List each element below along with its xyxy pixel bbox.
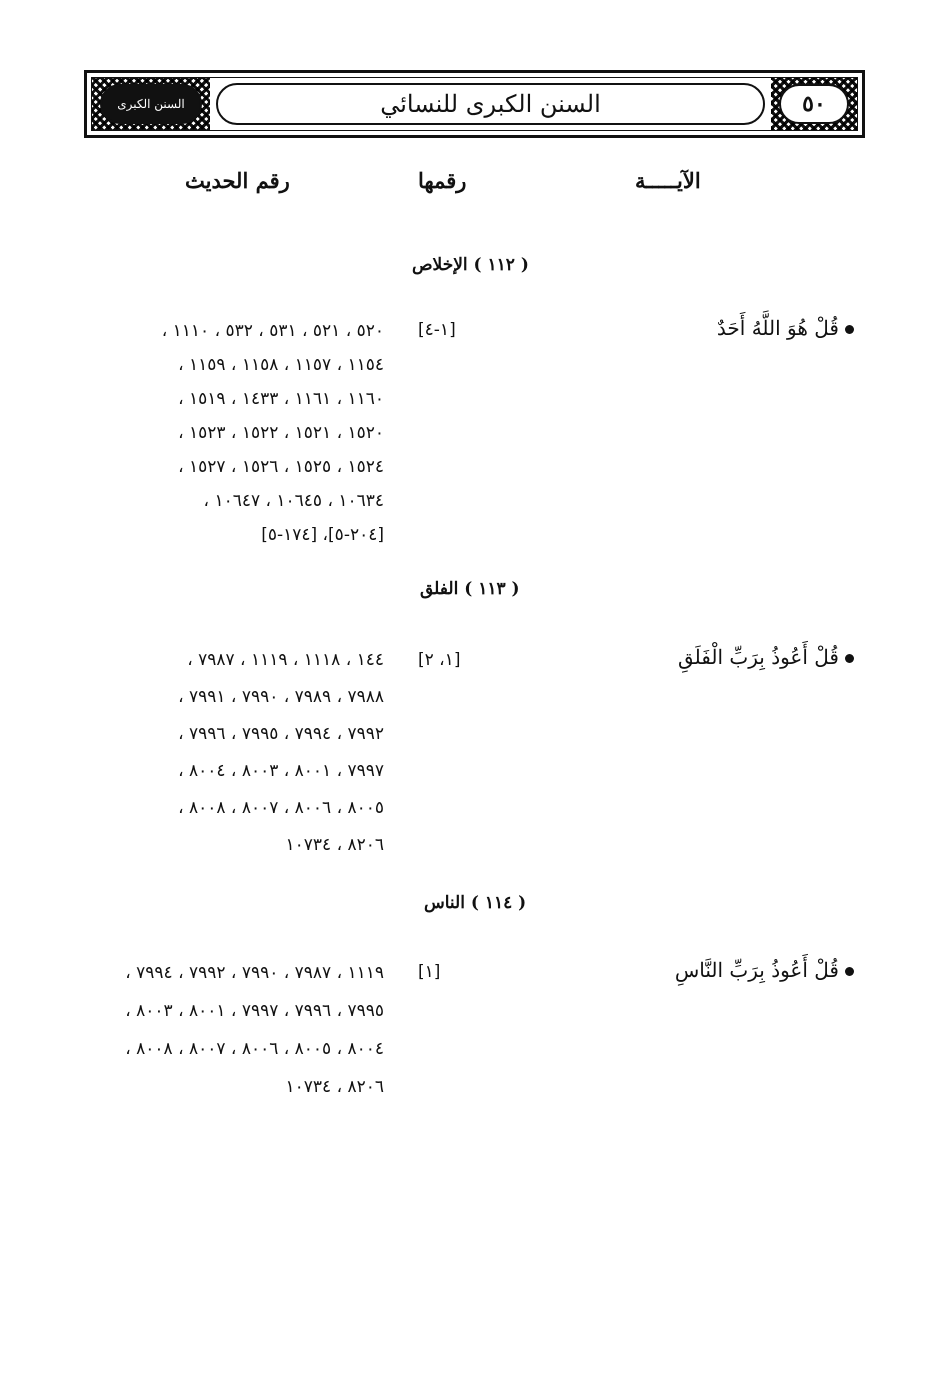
ayah-number: [١، ٢] bbox=[418, 650, 461, 670]
reference-line: ١٠٦٣٤ ، ١٠٦٤٥ ، ١٠٦٤٧ ، bbox=[203, 491, 384, 511]
book-logo-text: السنن الكبرى bbox=[117, 96, 185, 111]
bullet-icon bbox=[845, 325, 854, 334]
reference-line: ٧٩٨٨ ، ٧٩٨٩ ، ٧٩٩٠ ، ٧٩٩١ ، bbox=[178, 687, 384, 707]
title-cartouche bbox=[210, 78, 771, 130]
reference-line: ٨٠٠٥ ، ٨٠٠٦ ، ٨٠٠٧ ، ٨٠٠٨ ، bbox=[178, 798, 384, 818]
page-number: ٥٠ bbox=[802, 91, 826, 117]
surah-heading-falaq: ( ١١٣ ) الفلق bbox=[420, 579, 520, 599]
reference-line: ١١٦٠ ، ١١٦١ ، ١٤٣٣ ، ١٥١٩ ، bbox=[178, 389, 384, 409]
reference-line: ١١٥٤ ، ١١٥٧ ، ١١٥٨ ، ١١٥٩ ، bbox=[178, 355, 384, 375]
ayah-number: [١] bbox=[418, 962, 441, 982]
bullet-icon bbox=[845, 654, 854, 663]
reference-line: ٧٩٩٢ ، ٧٩٩٤ ، ٧٩٩٥ ، ٧٩٩٦ ، bbox=[178, 724, 384, 744]
ayah-number: [١-٤] bbox=[418, 320, 456, 340]
hadith-reference-list bbox=[90, 314, 384, 552]
column-heading-verse: الآيـــــة bbox=[635, 168, 701, 193]
column-heading-hadith-number: رقم الحديث bbox=[185, 168, 290, 193]
column-heading-ayah-number: رقمها bbox=[418, 168, 467, 193]
page-header bbox=[84, 70, 865, 138]
reference-line: ٧٩٩٥ ، ٧٩٩٦ ، ٧٩٩٧ ، ٨٠٠١ ، ٨٠٠٣ ، bbox=[125, 1001, 384, 1021]
verse-text: قُلْ أَعُوذُ بِرَبِّ النَّاسِ bbox=[674, 958, 839, 982]
reference-line: ١٥٢٠ ، ١٥٢١ ، ١٥٢٢ ، ١٥٢٣ ، bbox=[178, 423, 384, 443]
reference-line: ١٥٢٤ ، ١٥٢٥ ، ١٥٢٦ ، ١٥٢٧ ، bbox=[178, 457, 384, 477]
reference-line: ٧٩٩٧ ، ٨٠٠١ ، ٨٠٠٣ ، ٨٠٠٤ ، bbox=[178, 761, 384, 781]
book-logo-medallion bbox=[100, 84, 202, 124]
reference-line: [٢٠٤-٥]، [١٧٤-٥] bbox=[261, 525, 384, 545]
verse-text: قُلْ هُوَ اللَّهُ أَحَدٌ bbox=[716, 316, 839, 340]
verse-entry bbox=[678, 645, 854, 669]
verse-entry bbox=[675, 958, 854, 982]
reference-line: ١٤٤ ، ١١١٨ ، ١١١٩ ، ٧٩٨٧ ، bbox=[187, 650, 384, 670]
hadith-reference-list bbox=[90, 954, 384, 1106]
surah-heading-ikhlas: ( ١١٢ ) الإخلاص bbox=[412, 255, 529, 275]
hadith-reference-list bbox=[90, 642, 384, 864]
verse-entry bbox=[717, 316, 854, 340]
bullet-icon bbox=[845, 967, 854, 976]
reference-line: ٨٢٠٦ ، ١٠٧٣٤ bbox=[285, 1077, 384, 1097]
reference-line: ٨٠٠٤ ، ٨٠٠٥ ، ٨٠٠٦ ، ٨٠٠٧ ، ٨٠٠٨ ، bbox=[125, 1039, 384, 1059]
reference-line: ١١١٩ ، ٧٩٨٧ ، ٧٩٩٠ ، ٧٩٩٢ ، ٧٩٩٤ ، bbox=[125, 963, 384, 983]
book-title: السنن الكبرى للنسائي bbox=[380, 90, 601, 118]
header-frame bbox=[91, 77, 858, 131]
verse-text: قُلْ أَعُوذُ بِرَبِّ الْفَلَقِ bbox=[677, 645, 839, 669]
surah-heading-nas: ( ١١٤ ) الناس bbox=[424, 893, 527, 913]
reference-line: ٥٢٠ ، ٥٢١ ، ٥٣١ ، ٥٣٢ ، ١١١٠ ، bbox=[161, 321, 384, 341]
page-number-medallion bbox=[779, 84, 849, 124]
logo-ornament bbox=[92, 78, 210, 130]
page-number-ornament bbox=[771, 78, 857, 130]
reference-line: ٨٢٠٦ ، ١٠٧٣٤ bbox=[285, 835, 384, 855]
